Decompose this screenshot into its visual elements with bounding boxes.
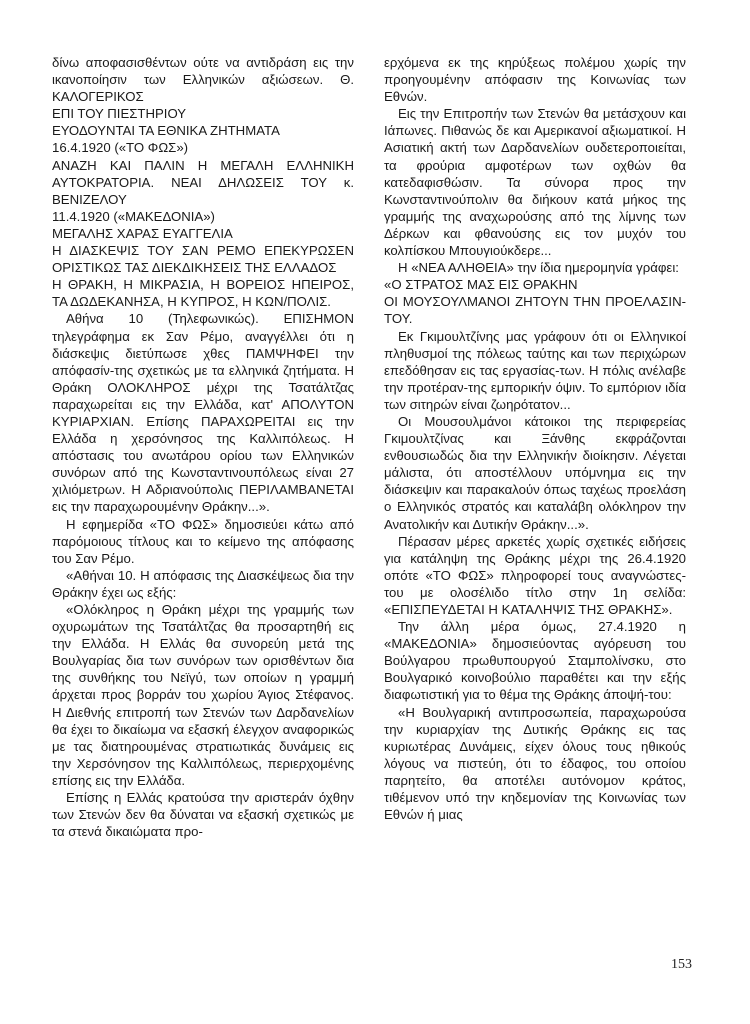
right-column-paragraph: ερχόμενα εκ της κηρύξεως πολέμου χωρίς την προηγουμένην απόφασιν της Κοινωνίας των Εθνών. — [384, 55, 686, 105]
right-column-paragraph: Οι Μουσουλμάνοι κάτοικοι της περιφερείας Γκιμουλτζίνας και Ξάνθης εκφράζονται ενθουσιωδώς δια την Ελληνικήν διοίκησιν. Λέγεται μάλιστα, ότι αποστέλλουν υπόμνημα εις την διάσκεψιν και παρακαλούν όπως ταχέως προελάση ο Ελληνικός στρατός και καταλάβη ολόκληρον την Ανατολικήν και Δυτικήν Θράκην...». — [384, 413, 686, 532]
page-number: 153 — [671, 957, 692, 972]
left-column-paragraph: ΕΠΙ ΤΟΥ ΠΙΕΣΤΗΡΙΟΥ — [52, 106, 187, 122]
right-column-paragraph: Η «ΝΕΑ ΑΛΗΘΕΙΑ» την ίδια ημερομηνία γράφει: — [398, 260, 679, 276]
right-column — [384, 54, 686, 823]
left-column-paragraph: «Αθήναι 10. Η απόφασις της Διασκέψεως δια την Θράκην έχει ως εξής: — [52, 567, 354, 600]
left-column-paragraph: Η εφημερίδα «ΤΟ ΦΩΣ» δημοσιεύει κάτω από παρόμοιους τίτλους και το κείμενο της απόφασης του Σαν Ρέμο. — [52, 516, 354, 566]
right-column-paragraph: Την άλλη μέρα όμως, 27.4.1920 η «ΜΑΚΕΔΟΝΙΑ» δημοσιεύοντας αγόρευση του Βούλγαρου πρωθυπουργού Σταμπολίνσκυ, στο Βουλγαρικό κοινοβούλιο παραθέτει και την εξής διαφωτιστική για το θέμα της Θράκης άποψή-του: — [384, 619, 686, 703]
left-column-paragraph: Η ΔΙΑΣΚΕΨΙΣ ΤΟΥ ΣΑΝ ΡΕΜΟ ΕΠΕΚΥΡΩΣΕΝ ΟΡΙΣΤΙΚΩΣ ΤΑΣ ΔΙΕΚΔΙΚΗΣΕΙΣ ΤΗΣ ΕΛΛΑΔΟΣ — [52, 243, 354, 276]
left-column-paragraph: 16.4.1920 («ΤΟ ΦΩΣ») — [52, 140, 189, 156]
right-column-paragraph: Πέρασαν μέρες αρκετές χωρίς σχετικές ειδήσεις για κατάληψη της Θράκης μέχρι της 26.4.1920 οπότε «ΤΟ ΦΩΣ» πληροφορεί τους αναγνώστες-του με ολοσέλιδο τίτλο στην 1η σελίδα: «ΕΠΙΣΠΕΥΔΕΤΑΙ Η ΚΑΤΑΛΗΨΙΣ ΤΗΣ ΘΡΑΚΗΣ». — [384, 533, 686, 617]
right-column-paragraph: «Η Βουλγαρική αντιπροσωπεία, παραχωρούσα την κυριαρχίαν της Δυτικής Θράκης εις τας κυριωτέρας Δυνάμεις, είχεν όλους τους ηθικούς λόγους να πιστεύη, ότι το έδαφος, του οποίου παρητείτο, θα αποτέλει αυτόνομον κράτος, τιθέμενον υπό την κηδεμονίαν της Κοινωνίας των Εθνών ή μιας — [384, 704, 686, 823]
left-column-paragraph: ΑΝΑΖΗ ΚΑΙ ΠΑΛΙΝ Η ΜΕΓΑΛΗ ΕΛΛΗΝΙΚΗ ΑΥΤΟΚΡΑΤΟΡΙΑ. ΝΕΑΙ ΔΗΛΩΣΕΙΣ ΤΟΥ κ. ΒΕΝΙΖΕΛΟΥ — [52, 157, 354, 207]
left-column — [52, 54, 354, 840]
left-column-paragraph: δίνω αποφασισθέντων ούτε να αντιδράση εις την ικανοποίησιν των Ελληνικών αξιώσεων. Θ. ΚΑΛΟΓΕΡΙΚΟΣ — [52, 55, 354, 105]
left-column-paragraph: «Ολόκληρος η Θράκη μέχρι της γραμμής των οχυρωμάτων της Τσατάλτζας θα προσαρτηθή εις την Ελλάδα. Η Ελλάς θα συνορεύη μετά της Βουλγαρίας δια των συνόρων των ορισθέντων δια της συνθήκης του Νεϊγύ, των οποίων η γραμμή άρχεται προς βορράν του χωρίου Άγιος Στέφανος. Η Διεθνής επιτροπή των Στενών των Δαρδανελίων θα έχει το δικαίωμα να εξασκή έλεγχον αναφορικώς με τας διατηρουμένας στρατιωτικάς δυνάμεις εις την Χερσόνησον της Καλλιπόλεως, περιερχομένης επίσης εις την Ελλάδα. — [52, 602, 354, 788]
left-column-paragraph: Αθήνα 10 (Τηλεφωνικώς). ΕΠΙΣΗΜΟΝ τηλεγράφημα εκ Σαν Ρέμο, αναγγέλλει ότι η διάσκεψις διετύπωσε χθες ΠΑΜΨΗΦΕΙ την απόφασίν-της σχετικώς με τα ελληνικά ζητήματα. Η Θράκη ΟΛΟΚΛΗΡΟΣ μέχρι της Τσατάλτζας παραχωρείται εις την Ελλάδα, κατ' ΑΠΟΛΥΤΟΝ ΚΥΡΙΑΡΧΙΑΝ. Επίσης ΠΑΡΑΧΩΡΕΙΤΑΙ εις την Ελλάδα η χερσόνησος της Καλλιπόλεως. Η απόστασις του ανωτάρου ορίου των Ελληνικών συνόρων από της Κωνσταντινουπόλεως είναι 27 χιλιόμετρων. Η Αδριανούπολις ΠΕΡΙΛΑΜΒΑΝΕΤΑΙ εις την παραχωρουμένην Θράκην...». — [52, 311, 354, 515]
left-column-paragraph: Επίσης η Ελλάς κρατούσα την αριστεράν όχθην των Στενών δεν θα δύναται να εξασκή σχετικώς με τα στενά δικαιώματα προ- — [52, 790, 354, 840]
right-column-paragraph: Εις την Επιτροπήν των Στενών θα μετάσχουν και Ιάπωνες. Πιθανώς δε και Αμερικανοί αξιωματικοί. Η Ασιατική ακτή των Δαρδανελίων ουδετεροποιείται, τα φρούρια αμφοτέρων των οχθών θα κατεδαφισθώσιν. Τα σύνορα προς την Κωνσταντινούπολιν θα διήκουν κατά μήκος της γραμμής της αναχωρούσης από της λίμνης των Δέρκων και φθανούσης εις τον μυχόν του κολπίσκου Μπουγιούκδερε... — [384, 106, 686, 259]
left-column-paragraph: 11.4.1920 («ΜΑΚΕΔΟΝΙΑ») — [52, 208, 215, 224]
right-column-paragraph: Εκ Γκιμουλτζίνης μας γράφουν ότι οι Ελληνικοί πληθυσμοί της πόλεως ταύτης και των περιχώρων επεδόθησαν εις τας εργασίας-των. Η πόλις ανέλαβε την προτέραν-της εμπορικήν όψιν. Το εμπόριον ιδία των σιτηρών είναι ζωηρότατον... — [384, 328, 686, 412]
right-column-paragraph: «Ο ΣΤΡΑΤΟΣ ΜΑΣ ΕΙΣ ΘΡΑΚΗΝ — [384, 277, 578, 293]
left-column-paragraph: ΜΕΓΑΛΗΣ ΧΑΡΑΣ ΕΥΑΓΓΕΛΙΑ — [52, 225, 233, 241]
left-column-paragraph: ΕΥΟΔΟΥΝΤΑΙ ΤΑ ΕΘΝΙΚΑ ΖΗΤΗΜΑΤΑ — [52, 123, 280, 139]
left-column-paragraph: Η ΘΡΑΚΗ, Η ΜΙΚΡΑΣΙΑ, Η ΒΟΡΕΙΟΣ ΗΠΕΙΡΟΣ, ΤΑ ΔΩΔΕΚΑΝΗΣΑ, Η ΚΥΠΡΟΣ, Η ΚΩΝ/ΠΟΛΙΣ. — [52, 277, 354, 310]
right-column-paragraph: ΟΙ ΜΟΥΣΟΥΛΜΑΝΟΙ ΖΗΤΟΥΝ ΤΗΝ ΠΡΟΕΛΑΣΙΝ-ΤΟΥ. — [384, 294, 686, 327]
